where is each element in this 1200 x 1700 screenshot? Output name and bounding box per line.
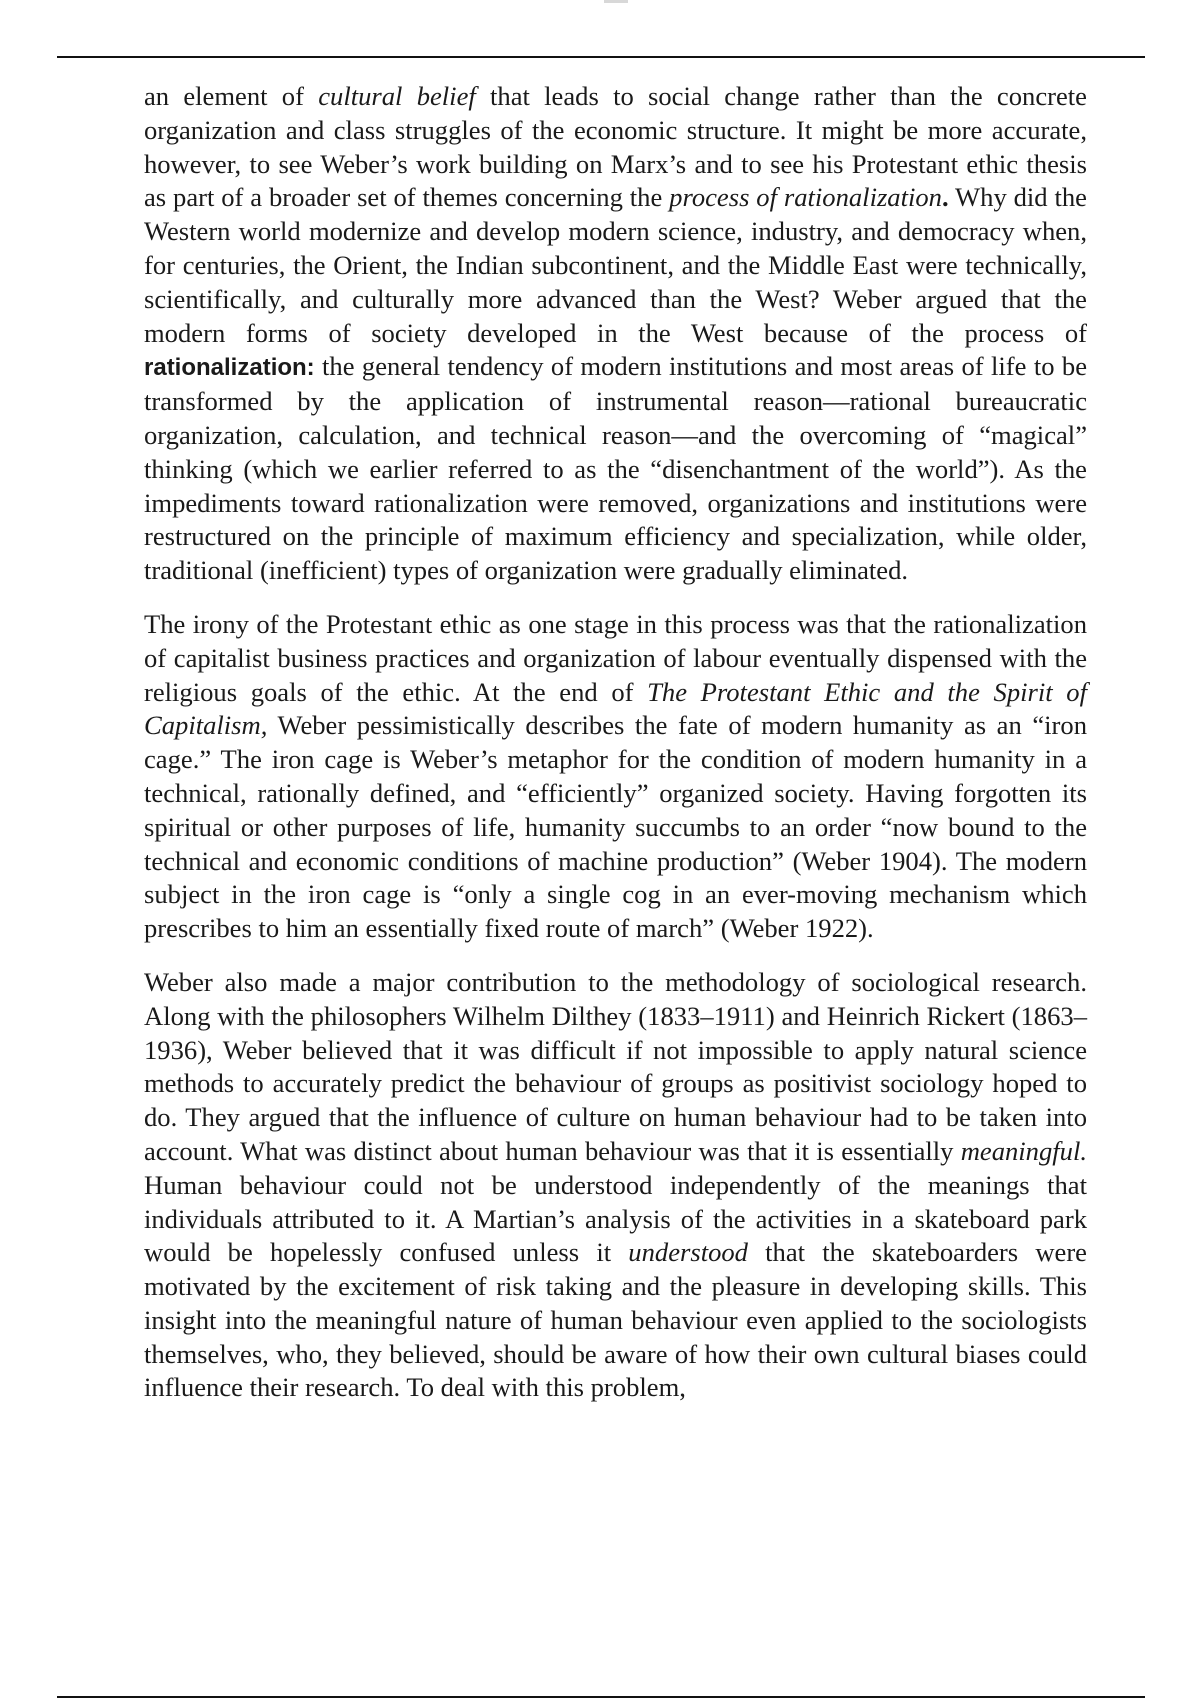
paragraph-methodology: [144, 966, 1087, 1405]
footer-rule: [57, 1696, 1145, 1698]
book-title-protestant-ethic: The Protestant Ethic and the Spirit of Capitalism,: [144, 676, 1087, 741]
body-text: [144, 80, 1087, 1405]
text-segment: Human behaviour could not be understood independently of the meanings that individuals attributed to it. A Martian’s analysis of the activities in a skateboard park would be hopelessly confused unless it: [144, 1169, 1087, 1268]
emphasis-process-of-rationalization: process of rationalization: [669, 182, 942, 213]
bold-period: .: [941, 182, 949, 213]
paragraph-iron-cage: [144, 608, 1087, 946]
text-segment: Weber pessimistically describes the fate of modern humanity as an “iron cage.” The iron cage is Weber’s metaphor for the condition of modern humanity in a technical, rationally defined, and “efficiently” organized society. Having forgotten its spiritual or other purposes of life, humanity succumbs to an order “now bound to the technical and economic conditions of machine production” (Weber 1904). The modern subject in the iron cage is “only a single cog in an ever-moving mechanism which prescribes to him an essentially fixed route of march” (Weber 1922).: [144, 710, 1087, 944]
emphasis-cultural-belief: cultural belief: [318, 81, 476, 111]
emphasis-understood: understood: [628, 1237, 748, 1268]
text-segment: that the skateboarders were motivated by the excitement of risk taking and the pleasure in developing skills. This insight into the meaningful nature of human behaviour even applied to the sociologists themselves, who, they believed, should be aware of how their own cultural biases could influence their research. To deal with this problem,: [144, 1237, 1087, 1403]
header-rule: [57, 56, 1145, 58]
key-term-rationalization: rationalization:: [144, 354, 315, 382]
text-segment: an element of: [144, 81, 319, 111]
text-segment: Weber also made a major contribution to the methodology of sociological research. Along with the philosophers Wilhelm Dilthey (1833–1911) and Heinrich Rickert (1863–1936), Weber believed that it was difficult if not impossible to apply natural science methods to accurately predict the behaviour of groups as positivist sociology hoped to do. They argued that the influence of culture on human behaviour had to be taken into account. What was distinct about human behaviour was that it is essentially: [144, 966, 1087, 1166]
text-segment: the general tendency of modern institutions and most areas of life to be transformed by the application of instrumental reason—rational bureaucratic organization, calculation, and technical reason—and the overcoming of “magical” thinking (which we earlier referred to as the “disenchantment of the world”). As the impediments toward rationalization were removed, organizations and institutions were restructured on the principle of maximum efficiency and specialization, while older, traditional (inefficient) types of organization were gradually eliminated.: [144, 351, 1087, 586]
paragraph-rationalization: [144, 80, 1087, 588]
text-segment: The irony of the Protestant ethic as one stage in this process was that the rationalization of capitalist business practices and organization of labour eventually dispensed with the religious goals of the ethic. At the end of: [144, 608, 1087, 707]
text-segment: Why did the Western world modernize and develop modern science, industry, and democracy when, for centuries, the Orient, the Indian subcontinent, and the Middle East were technically, scientifically, and culturally more advanced than the West? Weber argued that the modern forms of society developed in the West because of the process of: [144, 182, 1087, 348]
emphasis-meaningful: meaningful.: [960, 1135, 1087, 1166]
page-top-mark: [604, 0, 628, 3]
text-segment: that leads to social change rather than the concrete organization and class struggles of the economic structure. It might be more accurate, however, to see Weber’s work building on Marx’s and to see his Protestant ethic thesis as part of a broader set of themes concerning the: [144, 81, 1087, 213]
